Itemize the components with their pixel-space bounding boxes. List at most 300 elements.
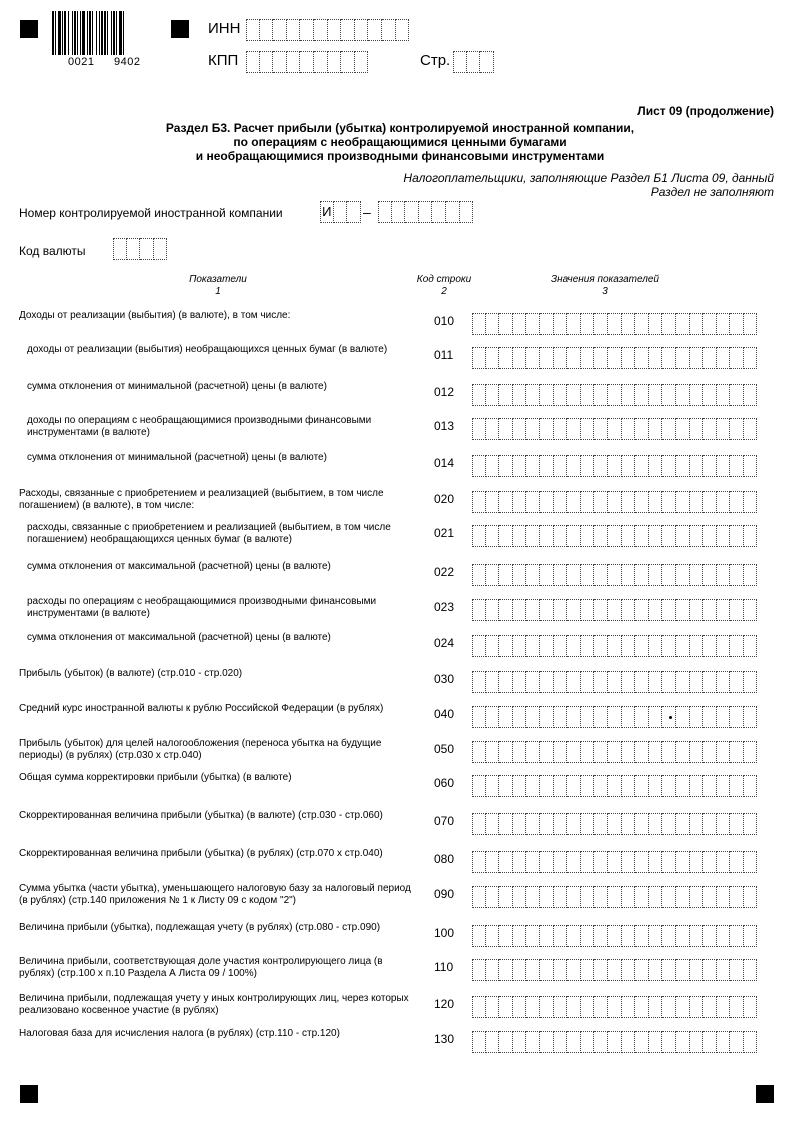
input-cell[interactable] [526, 635, 540, 657]
input-cell[interactable] [472, 635, 486, 657]
input-cell[interactable] [744, 491, 758, 513]
input-cell[interactable] [499, 313, 513, 335]
input-cell[interactable] [717, 1031, 731, 1053]
input-cell[interactable] [567, 996, 581, 1018]
input-cell[interactable] [554, 491, 568, 513]
input-cell[interactable] [717, 525, 731, 547]
kpp-field[interactable] [246, 51, 368, 73]
input-cell[interactable] [540, 925, 554, 947]
input-cell[interactable] [635, 741, 649, 763]
input-cell[interactable] [554, 347, 568, 369]
input-cell[interactable] [649, 347, 663, 369]
input-cell[interactable] [690, 599, 704, 621]
input-cell[interactable] [594, 384, 608, 406]
input-cell[interactable] [513, 996, 527, 1018]
input-cell[interactable] [594, 925, 608, 947]
input-cell[interactable] [649, 1031, 663, 1053]
input-cell[interactable] [717, 418, 731, 440]
input-cell[interactable] [472, 706, 486, 728]
input-cell[interactable] [486, 635, 500, 657]
input-cell[interactable] [649, 418, 663, 440]
input-cell[interactable] [526, 671, 540, 693]
input-cell[interactable] [703, 347, 717, 369]
input-cell[interactable] [730, 418, 744, 440]
input-cell[interactable] [744, 564, 758, 586]
input-cell[interactable] [540, 455, 554, 477]
input-cell[interactable] [703, 418, 717, 440]
input-cell[interactable] [486, 851, 500, 873]
input-cell[interactable] [567, 925, 581, 947]
input-cell[interactable] [554, 996, 568, 1018]
input-cell[interactable] [594, 851, 608, 873]
input-cell[interactable] [744, 635, 758, 657]
input-cell[interactable] [581, 886, 595, 908]
input-cell[interactable] [513, 671, 527, 693]
input-cell[interactable] [717, 313, 731, 335]
row-value-field[interactable] [472, 635, 757, 657]
input-cell[interactable] [622, 347, 636, 369]
input-cell[interactable] [717, 741, 731, 763]
row-value-field[interactable] [472, 491, 757, 513]
input-cell[interactable] [460, 201, 474, 223]
input-cell[interactable] [554, 455, 568, 477]
input-cell[interactable] [690, 671, 704, 693]
input-cell[interactable] [608, 671, 622, 693]
input-cell[interactable] [635, 384, 649, 406]
input-cell[interactable] [472, 347, 486, 369]
input-cell[interactable] [676, 384, 690, 406]
input-cell[interactable] [649, 384, 663, 406]
input-cell[interactable] [703, 851, 717, 873]
input-cell[interactable] [690, 1031, 704, 1053]
input-cell[interactable] [676, 455, 690, 477]
input-cell[interactable] [608, 525, 622, 547]
input-cell[interactable] [676, 706, 690, 728]
input-cell[interactable] [690, 313, 704, 335]
input-cell[interactable] [635, 564, 649, 586]
input-cell[interactable] [472, 564, 486, 586]
input-cell[interactable] [540, 313, 554, 335]
row-value-field[interactable] [472, 1031, 757, 1053]
input-cell[interactable] [744, 525, 758, 547]
input-cell[interactable] [334, 201, 348, 223]
input-cell[interactable] [513, 347, 527, 369]
input-cell[interactable] [622, 491, 636, 513]
input-cell[interactable] [662, 525, 676, 547]
input-cell[interactable] [513, 851, 527, 873]
input-cell[interactable] [581, 564, 595, 586]
input-cell[interactable] [486, 886, 500, 908]
input-cell[interactable] [392, 201, 406, 223]
input-cell[interactable] [662, 418, 676, 440]
row-value-field[interactable] [472, 671, 757, 693]
input-cell[interactable] [649, 635, 663, 657]
input-cell[interactable] [717, 455, 731, 477]
input-cell[interactable] [744, 741, 758, 763]
input-cell[interactable] [499, 775, 513, 797]
input-cell[interactable] [676, 635, 690, 657]
input-cell[interactable] [300, 51, 314, 73]
input-cell[interactable] [486, 706, 500, 728]
input-cell[interactable] [622, 775, 636, 797]
input-cell[interactable] [513, 775, 527, 797]
input-cell[interactable] [608, 813, 622, 835]
input-cell[interactable] [486, 925, 500, 947]
input-cell[interactable] [703, 599, 717, 621]
input-cell[interactable] [499, 384, 513, 406]
input-cell[interactable] [486, 313, 500, 335]
input-cell[interactable] [554, 635, 568, 657]
input-cell[interactable] [717, 599, 731, 621]
input-cell[interactable] [581, 813, 595, 835]
input-cell[interactable] [513, 384, 527, 406]
input-cell[interactable] [499, 525, 513, 547]
input-cell[interactable] [608, 851, 622, 873]
input-cell[interactable] [382, 19, 396, 41]
input-cell[interactable] [730, 599, 744, 621]
row-value-field[interactable] [472, 925, 757, 947]
input-cell[interactable] [273, 19, 287, 41]
input-cell[interactable] [744, 775, 758, 797]
input-cell[interactable] [649, 599, 663, 621]
input-cell[interactable] [622, 851, 636, 873]
input-cell[interactable] [594, 599, 608, 621]
input-cell[interactable] [467, 51, 481, 73]
input-cell[interactable] [730, 313, 744, 335]
input-cell[interactable] [328, 19, 342, 41]
row-value-field[interactable] [472, 851, 757, 873]
row-value-field[interactable] [472, 525, 757, 547]
input-cell[interactable] [526, 959, 540, 981]
input-cell[interactable] [154, 238, 168, 260]
input-cell[interactable] [649, 813, 663, 835]
input-cell[interactable] [635, 851, 649, 873]
input-cell[interactable] [540, 706, 554, 728]
input-cell[interactable] [662, 996, 676, 1018]
input-cell[interactable] [744, 925, 758, 947]
input-cell[interactable] [554, 741, 568, 763]
input-cell[interactable] [608, 347, 622, 369]
input-cell[interactable] [486, 741, 500, 763]
input-cell[interactable] [513, 313, 527, 335]
input-cell[interactable] [622, 384, 636, 406]
input-cell[interactable] [499, 455, 513, 477]
input-cell[interactable] [690, 996, 704, 1018]
input-cell[interactable] [608, 313, 622, 335]
input-cell[interactable] [717, 706, 731, 728]
input-cell[interactable] [472, 418, 486, 440]
input-cell[interactable] [662, 959, 676, 981]
input-cell[interactable] [526, 347, 540, 369]
input-cell[interactable] [581, 491, 595, 513]
input-cell[interactable] [260, 19, 274, 41]
input-cell[interactable] [594, 886, 608, 908]
input-cell[interactable] [499, 599, 513, 621]
input-cell[interactable] [513, 491, 527, 513]
company-number-prefix-letter[interactable]: И [320, 201, 334, 223]
input-cell[interactable] [567, 741, 581, 763]
input-cell[interactable] [486, 347, 500, 369]
input-cell[interactable] [540, 996, 554, 1018]
input-cell[interactable] [744, 959, 758, 981]
input-cell[interactable] [594, 996, 608, 1018]
row-value-field[interactable] [472, 813, 757, 835]
input-cell[interactable] [717, 491, 731, 513]
input-cell[interactable] [717, 671, 731, 693]
input-cell[interactable] [690, 635, 704, 657]
input-cell[interactable] [622, 959, 636, 981]
input-cell[interactable] [744, 418, 758, 440]
input-cell[interactable] [730, 491, 744, 513]
input-cell[interactable] [453, 51, 467, 73]
input-cell[interactable] [554, 418, 568, 440]
input-cell[interactable] [567, 635, 581, 657]
input-cell[interactable] [540, 347, 554, 369]
input-cell[interactable] [717, 564, 731, 586]
input-cell[interactable] [649, 671, 663, 693]
input-cell[interactable] [540, 1031, 554, 1053]
input-cell[interactable] [581, 741, 595, 763]
input-cell[interactable] [567, 706, 581, 728]
input-cell[interactable] [554, 313, 568, 335]
input-cell[interactable] [594, 455, 608, 477]
input-cell[interactable] [662, 851, 676, 873]
input-cell[interactable] [676, 525, 690, 547]
input-cell[interactable] [622, 525, 636, 547]
input-cell[interactable] [703, 706, 717, 728]
input-cell[interactable] [690, 741, 704, 763]
input-cell[interactable] [499, 418, 513, 440]
input-cell[interactable] [622, 813, 636, 835]
input-cell[interactable] [635, 813, 649, 835]
input-cell[interactable] [649, 564, 663, 586]
input-cell[interactable] [472, 525, 486, 547]
row-value-field[interactable] [472, 564, 757, 586]
input-cell[interactable] [355, 51, 369, 73]
row-value-field[interactable] [472, 347, 757, 369]
input-cell[interactable] [676, 418, 690, 440]
input-cell[interactable] [744, 313, 758, 335]
input-cell[interactable] [717, 925, 731, 947]
input-cell[interactable] [594, 741, 608, 763]
input-cell[interactable] [662, 491, 676, 513]
input-cell[interactable] [594, 1031, 608, 1053]
input-cell[interactable] [526, 564, 540, 586]
input-cell[interactable] [690, 347, 704, 369]
input-cell[interactable] [540, 741, 554, 763]
input-cell[interactable] [486, 996, 500, 1018]
input-cell[interactable] [622, 1031, 636, 1053]
input-cell[interactable] [676, 813, 690, 835]
input-cell[interactable] [730, 635, 744, 657]
input-cell[interactable] [567, 455, 581, 477]
input-cell[interactable] [526, 775, 540, 797]
input-cell[interactable] [649, 313, 663, 335]
input-cell[interactable] [635, 491, 649, 513]
input-cell[interactable] [526, 741, 540, 763]
input-cell[interactable] [526, 384, 540, 406]
input-cell[interactable] [567, 313, 581, 335]
input-cell[interactable] [594, 635, 608, 657]
input-cell[interactable] [526, 925, 540, 947]
input-cell[interactable] [127, 238, 141, 260]
input-cell[interactable] [662, 599, 676, 621]
input-cell[interactable] [567, 599, 581, 621]
row-value-field[interactable] [472, 418, 757, 440]
input-cell[interactable] [472, 813, 486, 835]
input-cell[interactable] [567, 564, 581, 586]
input-cell[interactable] [622, 706, 636, 728]
input-cell[interactable] [676, 851, 690, 873]
input-cell[interactable] [472, 313, 486, 335]
input-cell[interactable] [730, 455, 744, 477]
input-cell[interactable] [540, 671, 554, 693]
input-cell[interactable] [554, 525, 568, 547]
input-cell[interactable] [676, 996, 690, 1018]
input-cell[interactable] [526, 886, 540, 908]
input-cell[interactable] [526, 851, 540, 873]
input-cell[interactable] [690, 851, 704, 873]
input-cell[interactable] [717, 775, 731, 797]
input-cell[interactable] [396, 19, 410, 41]
input-cell[interactable] [594, 671, 608, 693]
input-cell[interactable] [730, 886, 744, 908]
input-cell[interactable] [608, 599, 622, 621]
input-cell[interactable] [608, 455, 622, 477]
input-cell[interactable] [486, 813, 500, 835]
input-cell[interactable] [676, 1031, 690, 1053]
input-cell[interactable] [635, 671, 649, 693]
input-cell[interactable] [499, 706, 513, 728]
input-cell[interactable] [554, 564, 568, 586]
input-cell[interactable] [622, 564, 636, 586]
input-cell[interactable] [486, 384, 500, 406]
input-cell[interactable] [744, 599, 758, 621]
input-cell[interactable] [540, 491, 554, 513]
row-value-field[interactable] [472, 741, 757, 763]
input-cell[interactable] [540, 959, 554, 981]
input-cell[interactable] [513, 455, 527, 477]
input-cell[interactable] [540, 851, 554, 873]
input-cell[interactable] [554, 599, 568, 621]
input-cell[interactable] [594, 525, 608, 547]
input-cell[interactable] [581, 671, 595, 693]
input-cell[interactable] [676, 671, 690, 693]
input-cell[interactable] [472, 851, 486, 873]
input-cell[interactable] [347, 201, 361, 223]
input-cell[interactable] [690, 706, 704, 728]
input-cell[interactable] [554, 706, 568, 728]
input-cell[interactable] [717, 886, 731, 908]
input-cell[interactable] [554, 886, 568, 908]
input-cell[interactable] [622, 455, 636, 477]
input-cell[interactable] [526, 996, 540, 1018]
input-cell[interactable] [635, 925, 649, 947]
input-cell[interactable] [260, 51, 274, 73]
input-cell[interactable] [730, 706, 744, 728]
input-cell[interactable] [554, 671, 568, 693]
input-cell[interactable] [480, 51, 494, 73]
currency-code-field[interactable] [113, 238, 167, 260]
input-cell[interactable] [567, 959, 581, 981]
input-cell[interactable] [554, 959, 568, 981]
input-cell[interactable] [635, 418, 649, 440]
input-cell[interactable] [690, 925, 704, 947]
input-cell[interactable] [635, 1031, 649, 1053]
input-cell[interactable] [676, 959, 690, 981]
input-cell[interactable] [676, 347, 690, 369]
input-cell[interactable] [622, 635, 636, 657]
input-cell[interactable] [486, 959, 500, 981]
input-cell[interactable] [499, 564, 513, 586]
input-cell[interactable] [662, 886, 676, 908]
input-cell[interactable] [730, 564, 744, 586]
input-cell[interactable] [717, 384, 731, 406]
input-cell[interactable] [499, 959, 513, 981]
input-cell[interactable] [486, 491, 500, 513]
input-cell[interactable] [703, 491, 717, 513]
input-cell[interactable] [662, 455, 676, 477]
input-cell[interactable] [486, 564, 500, 586]
row-value-field[interactable] [472, 775, 757, 797]
input-cell[interactable] [703, 741, 717, 763]
input-cell[interactable] [513, 599, 527, 621]
input-cell[interactable] [554, 851, 568, 873]
input-cell[interactable] [703, 996, 717, 1018]
input-cell[interactable] [567, 775, 581, 797]
input-cell[interactable] [744, 455, 758, 477]
input-cell[interactable] [540, 635, 554, 657]
input-cell[interactable] [486, 418, 500, 440]
input-cell[interactable] [513, 525, 527, 547]
input-cell[interactable] [635, 455, 649, 477]
input-cell[interactable] [703, 959, 717, 981]
input-cell[interactable] [554, 813, 568, 835]
input-cell[interactable] [581, 313, 595, 335]
input-cell[interactable] [567, 671, 581, 693]
input-cell[interactable] [355, 19, 369, 41]
input-cell[interactable] [554, 384, 568, 406]
input-cell[interactable] [472, 886, 486, 908]
input-cell[interactable] [608, 384, 622, 406]
company-number-prefix-field[interactable] [320, 201, 361, 223]
input-cell[interactable] [744, 384, 758, 406]
input-cell[interactable] [649, 996, 663, 1018]
row-value-field[interactable] [472, 959, 757, 981]
input-cell[interactable] [608, 1031, 622, 1053]
input-cell[interactable] [300, 19, 314, 41]
input-cell[interactable] [140, 238, 154, 260]
row-value-field[interactable] [472, 886, 757, 908]
input-cell[interactable] [690, 418, 704, 440]
input-cell[interactable] [554, 925, 568, 947]
input-cell[interactable] [649, 706, 663, 728]
input-cell[interactable] [649, 775, 663, 797]
input-cell[interactable] [649, 525, 663, 547]
input-cell[interactable] [540, 813, 554, 835]
input-cell[interactable] [744, 851, 758, 873]
input-cell[interactable] [581, 347, 595, 369]
input-cell[interactable] [703, 455, 717, 477]
input-cell[interactable] [581, 525, 595, 547]
input-cell[interactable] [378, 201, 392, 223]
input-cell[interactable] [690, 886, 704, 908]
input-cell[interactable] [540, 775, 554, 797]
input-cell[interactable] [730, 925, 744, 947]
input-cell[interactable] [649, 959, 663, 981]
input-cell[interactable] [499, 491, 513, 513]
input-cell[interactable] [635, 599, 649, 621]
